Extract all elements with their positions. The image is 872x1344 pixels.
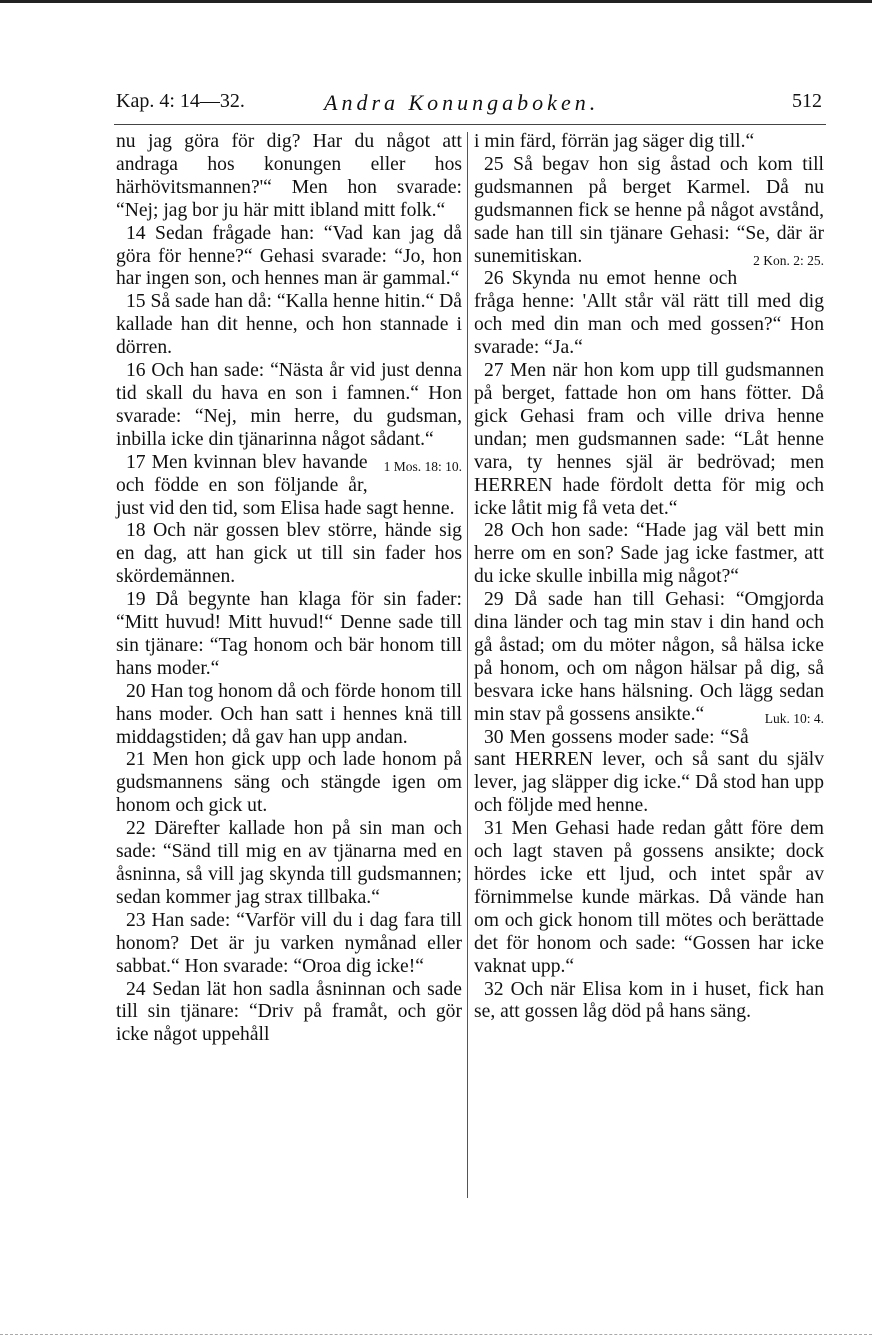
verse <box>116 681 462 750</box>
verse-text: Han tog honom då och förde honom till hans moder. Och han satt i hennes knä till middagstiden; då gav han upp andan. <box>116 680 462 748</box>
verse-number: 16 <box>126 360 146 382</box>
verse-number: 27 <box>484 360 504 382</box>
verse <box>116 520 462 589</box>
verse <box>474 520 824 589</box>
verse-text: Och han sade: “Nästa år vid just denna tid skall du hava en son i famnen.“ Hon svarade: “Nej, min herre, du gudsman, inbilla icke din tjänarinna något sådant.“ <box>116 360 462 450</box>
left-text-column <box>116 131 462 1047</box>
verse <box>116 979 462 1048</box>
cross-reference: 2 Kon. 2: 25. <box>753 252 824 268</box>
page-number: 512 <box>792 90 822 112</box>
verse-text: Och hon sade: “Hade jag väl bett min herre om en son? Sade jag icke fastmer, att du icke skulle inbilla mig något?“ <box>474 520 824 588</box>
right-text-column <box>474 131 824 1024</box>
verse-text: Men kvinnan blev havande och födde en son följande år, just vid den tid, som Elisa hade sagt henne. <box>116 451 455 519</box>
verse <box>116 291 462 360</box>
verse-number: 28 <box>484 520 504 542</box>
verse-text: Då sade han till Gehasi: “Omgjorda dina länder och tag min stav i din hand och gå åstad; om du möter någon, så hälsa icke på honom, och om någon hälsar på dig, så besvara icke hans hälsning. Och lägg sedan min stav på gossens ansikte.“ <box>474 589 824 725</box>
verse-number: 17 <box>126 451 146 473</box>
verse-number: 31 <box>484 818 504 840</box>
verse-number: 18 <box>126 520 146 542</box>
verse-number: 32 <box>484 978 504 1000</box>
verse <box>474 131 824 154</box>
verse-text: Så begav hon sig åstad och kom till gudsmannen på berget Karmel. Då nu gudsmannen fick se henne på något avstånd, sade han till sin tjänare Gehasi: “Se, där är sunemitiskan. <box>474 153 824 267</box>
verse <box>116 223 462 292</box>
cross-reference: Luk. 10: 4. <box>764 710 824 726</box>
verse-text: Då begynte han klaga för sin fader: “Mitt huvud! Mitt huvud!“ Denne sade till sin tjänare: “Tag honom och bär honom till hans moder.“ <box>116 589 462 679</box>
verse <box>474 360 824 520</box>
verse <box>116 589 462 681</box>
verse-number: 15 <box>126 291 146 313</box>
page-top-edge <box>0 0 872 3</box>
verse-number: 30 <box>484 726 504 748</box>
verse-text: Sedan lät hon sadla åsninnan och sade till sin tjänare: “Driv på framåt, och gör icke något uppehåll <box>116 978 463 1046</box>
verse <box>116 131 462 223</box>
verse <box>474 268 824 360</box>
verse-number: 20 <box>126 680 146 702</box>
verse-text: Och när gossen blev större, hände sig en dag, att han gick ut till sin fader hos skördemännen. <box>116 520 462 588</box>
verse-number: 29 <box>484 589 504 611</box>
verse-text: Därefter kallade hon på sin man och sade: “Sänd till mig en av tjänarna med en åsninna, så vill jag skynda till gudsmannen; sedan kommer jag strax tillbaka.“ <box>116 818 462 908</box>
verse-text: i min färd, förrän jag säger dig till.“ <box>474 131 755 152</box>
verse <box>116 910 462 979</box>
verse <box>474 818 824 978</box>
verse-text: Men hon gick upp och lade honom på gudsmannens säng och stängde igen om honom och gick ut. <box>116 749 462 817</box>
running-header <box>116 90 824 122</box>
verse-text: Men Gehasi hade redan gått före dem och lagt staven på gossens ansikte; dock hördes icke ett ljud, och intet spår av förnimmelse kunde märkas. Då vände han om och gick honom till mötes och berättade det för honom och sade: “Gossen har icke vaknat upp.“ <box>474 818 825 977</box>
verse-number: 21 <box>126 749 146 771</box>
cross-reference: 1 Mos. 18: 10. <box>383 458 462 474</box>
header-rule <box>114 124 826 125</box>
verse-text: Han sade: “Varför vill du i dag fara till honom? Det är ju varken nymånad eller sabbat.“ Hon svarade: “Oroa dig icke!“ <box>116 909 462 977</box>
chapter-reference: Kap. 4: 14—32. <box>116 90 245 112</box>
verse-number: 25 <box>484 153 504 175</box>
verse-number: 23 <box>126 909 146 931</box>
verse-number: 19 <box>126 589 146 611</box>
verse-text: Skynda nu emot henne och fråga henne: 'Allt står väl rätt till med dig och med din man och med gossen?“ Hon svarade: “Ja.“ <box>474 268 824 359</box>
verse-number: 14 <box>126 222 146 244</box>
verse-text: Men gossens moder sade: “Så sant HERREN lever, och så sant du själv lever, jag släpper dig icke.“ Då stod han upp och följde med henne. <box>474 726 824 817</box>
verse <box>474 727 824 819</box>
verse-text: Så sade han då: “Kalla henne hitin.“ Då kallade han dit henne, och hon stannade i dörren. <box>116 291 462 359</box>
verse <box>474 589 824 726</box>
verse <box>116 818 462 910</box>
verse <box>474 979 824 1025</box>
verse-text: Sedan frågade han: “Vad kan jag då göra för henne?“ Gehasi svarade: “Jo, hon har ingen son, och hennes man är gammal.“ <box>116 222 462 290</box>
verse-number: 24 <box>126 978 146 1000</box>
book-title: Andra Konungaboken. <box>324 90 600 115</box>
column-divider <box>467 132 468 1198</box>
verse-text: Men när hon kom upp till gudsmannen på berget, fattade hon om hans fötter. Då gick Gehasi fram och ville driva henne undan; men gudsmannen sade: “Låt henne vara, ty hennes själ är bedrövad; men HERREN hade fördolt detta för mig och icke låtit mig få veta det.“ <box>474 360 824 519</box>
verse-text: Och när Elisa kom in i huset, fick han se, att gossen låg död på hans säng. <box>474 978 824 1023</box>
page-bottom-edge <box>0 1334 872 1336</box>
verse-text: nu jag göra för dig? Har du något att andraga hos konungen eller hos härhövitsmannen?'“ Men hon svarade: “Nej; jag bor ju här mitt ibland mitt folk.“ <box>116 131 462 221</box>
verse <box>116 749 462 818</box>
verse-number: 22 <box>126 818 146 840</box>
verse-number: 26 <box>484 268 504 290</box>
verse <box>474 154 824 269</box>
